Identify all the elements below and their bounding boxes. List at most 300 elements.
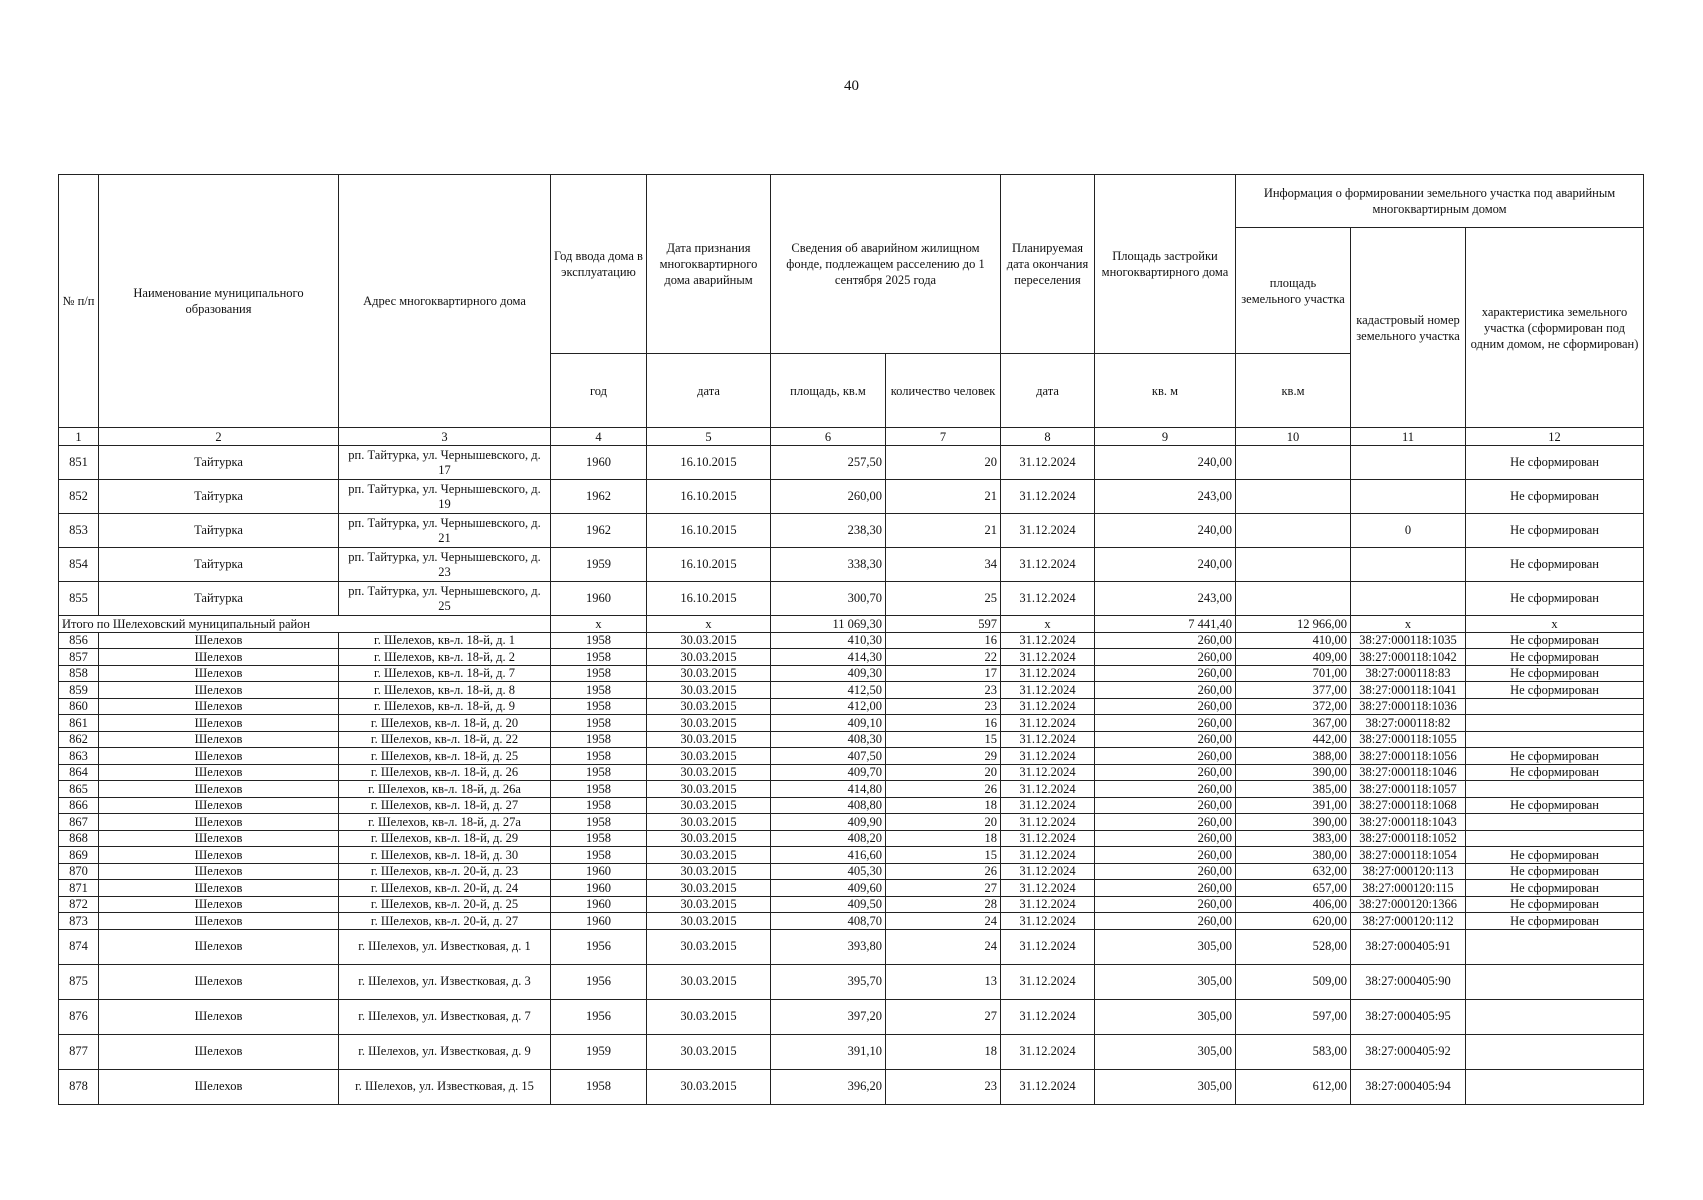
- land-area-cell: 372,00: [1236, 698, 1351, 715]
- people-cell: 23: [886, 682, 1001, 699]
- header-year-built: Год ввода дома в эксплуатацию: [551, 175, 647, 354]
- table-row: [59, 715, 1644, 732]
- built-area-cell: 260,00: [1095, 632, 1236, 649]
- land-char-cell: Не сформирован: [1466, 649, 1644, 666]
- planned-date-cell: 31.12.2024: [1001, 548, 1095, 582]
- built-area-cell: 243,00: [1095, 582, 1236, 616]
- planned-date-cell: 31.12.2024: [1001, 964, 1095, 999]
- built-area-cell: 260,00: [1095, 698, 1236, 715]
- cadastral-cell: 38:27:000120:1366: [1351, 896, 1466, 913]
- column-number: 12: [1466, 428, 1644, 446]
- address-cell: г. Шелехов, кв-л. 18-й, д. 29: [339, 830, 551, 847]
- built-area-cell: 260,00: [1095, 764, 1236, 781]
- cadastral-cell: 38:27:000118:82: [1351, 715, 1466, 732]
- column-numbers-row: [59, 428, 1644, 446]
- people-cell: 23: [886, 1069, 1001, 1104]
- area-cell: 409,30: [771, 665, 886, 682]
- date-cell: 30.03.2015: [647, 880, 771, 897]
- date-cell: 30.03.2015: [647, 797, 771, 814]
- row-number: 856: [59, 632, 99, 649]
- year-cell: 1959: [551, 548, 647, 582]
- people-cell: 16: [886, 632, 1001, 649]
- year-cell: 1956: [551, 964, 647, 999]
- land-char-cell: Не сформирован: [1466, 514, 1644, 548]
- address-cell: г. Шелехов, кв-л. 18-й, д. 26а: [339, 781, 551, 798]
- people-cell: 20: [886, 446, 1001, 480]
- area-cell: 408,70: [771, 913, 886, 930]
- land-char-cell: Не сформирован: [1466, 665, 1644, 682]
- date-cell: 30.03.2015: [647, 999, 771, 1034]
- row-number: 861: [59, 715, 99, 732]
- land-char-cell: Не сформирован: [1466, 847, 1644, 864]
- header-built-area: Площадь застройки многоквартирного дома: [1095, 175, 1236, 354]
- built-area-cell: 305,00: [1095, 999, 1236, 1034]
- land-char-cell: [1466, 830, 1644, 847]
- people-cell: 24: [886, 913, 1001, 930]
- municipality-cell: Шелехов: [99, 896, 339, 913]
- municipality-cell: Тайтурка: [99, 582, 339, 616]
- planned-date-cell: 31.12.2024: [1001, 847, 1095, 864]
- land-char-cell: Не сформирован: [1466, 682, 1644, 699]
- row-number: 870: [59, 863, 99, 880]
- row-number: 877: [59, 1034, 99, 1069]
- date-cell: 30.03.2015: [647, 665, 771, 682]
- column-number: 2: [99, 428, 339, 446]
- cadastral-cell: [1351, 582, 1466, 616]
- planned-date-cell: 31.12.2024: [1001, 649, 1095, 666]
- table-row: [59, 863, 1644, 880]
- column-number: 11: [1351, 428, 1466, 446]
- year-cell: 1958: [551, 698, 647, 715]
- column-number: 5: [647, 428, 771, 446]
- land-area-cell: 380,00: [1236, 847, 1351, 864]
- address-cell: рп. Тайтурка, ул. Чернышевского, д. 19: [339, 480, 551, 514]
- year-cell: 1962: [551, 480, 647, 514]
- people-cell: 24: [886, 929, 1001, 964]
- planned-date-cell: 31.12.2024: [1001, 698, 1095, 715]
- area-cell: 409,50: [771, 896, 886, 913]
- land-char-cell: Не сформирован: [1466, 764, 1644, 781]
- row-number: 859: [59, 682, 99, 699]
- address-cell: г. Шелехов, кв-л. 18-й, д. 27а: [339, 814, 551, 831]
- table-row: [59, 880, 1644, 897]
- cadastral-cell: 38:27:000118:1052: [1351, 830, 1466, 847]
- land-area-cell: 385,00: [1236, 781, 1351, 798]
- land-char-cell: Не сформирован: [1466, 582, 1644, 616]
- date-cell: 30.03.2015: [647, 929, 771, 964]
- municipality-cell: Тайтурка: [99, 446, 339, 480]
- table-row: [59, 797, 1644, 814]
- table-row: [59, 781, 1644, 798]
- planned-date-cell: 31.12.2024: [1001, 764, 1095, 781]
- date-cell: 30.03.2015: [647, 748, 771, 765]
- land-char-cell: [1466, 814, 1644, 831]
- date-cell: 16.10.2015: [647, 480, 771, 514]
- municipality-cell: Шелехов: [99, 964, 339, 999]
- planned-date-cell: 31.12.2024: [1001, 632, 1095, 649]
- year-cell: 1958: [551, 632, 647, 649]
- built-area-cell: 260,00: [1095, 863, 1236, 880]
- year-cell: 1958: [551, 665, 647, 682]
- land-area-cell: 410,00: [1236, 632, 1351, 649]
- municipality-cell: Шелехов: [99, 715, 339, 732]
- row-number: 852: [59, 480, 99, 514]
- date-cell: 16.10.2015: [647, 446, 771, 480]
- row-number: 875: [59, 964, 99, 999]
- built-area-cell: 305,00: [1095, 1069, 1236, 1104]
- year-cell: 1958: [551, 781, 647, 798]
- table-row: [59, 830, 1644, 847]
- planned-date-cell: 31.12.2024: [1001, 863, 1095, 880]
- area-cell: 414,30: [771, 649, 886, 666]
- column-number: 7: [886, 428, 1001, 446]
- address-cell: г. Шелехов, кв-л. 18-й, д. 25: [339, 748, 551, 765]
- year-cell: 1960: [551, 880, 647, 897]
- planned-date-cell: 31.12.2024: [1001, 715, 1095, 732]
- total-row: [59, 616, 1644, 633]
- people-cell: 21: [886, 514, 1001, 548]
- area-cell: 395,70: [771, 964, 886, 999]
- cadastral-cell: 38:27:000118:1056: [1351, 748, 1466, 765]
- area-cell: 409,10: [771, 715, 886, 732]
- land-area-cell: 390,00: [1236, 764, 1351, 781]
- header-unit-date: дата: [647, 354, 771, 428]
- planned-date-cell: 31.12.2024: [1001, 514, 1095, 548]
- municipality-cell: Шелехов: [99, 1034, 339, 1069]
- cadastral-cell: 38:27:000405:90: [1351, 964, 1466, 999]
- people-cell: 27: [886, 880, 1001, 897]
- address-cell: г. Шелехов, ул. Известковая, д. 3: [339, 964, 551, 999]
- planned-date-cell: 31.12.2024: [1001, 731, 1095, 748]
- row-number: 872: [59, 896, 99, 913]
- year-cell: 1960: [551, 582, 647, 616]
- built-area-cell: 243,00: [1095, 480, 1236, 514]
- row-number: 866: [59, 797, 99, 814]
- built-area-cell: 260,00: [1095, 797, 1236, 814]
- planned-date-cell: 31.12.2024: [1001, 929, 1095, 964]
- planned-date-cell: 31.12.2024: [1001, 446, 1095, 480]
- row-number: 854: [59, 548, 99, 582]
- land-area-cell: 583,00: [1236, 1034, 1351, 1069]
- land-area-cell: 657,00: [1236, 880, 1351, 897]
- row-number: 855: [59, 582, 99, 616]
- built-area-cell: 260,00: [1095, 731, 1236, 748]
- address-cell: г. Шелехов, ул. Известковая, д. 7: [339, 999, 551, 1034]
- address-cell: г. Шелехов, ул. Известковая, д. 1: [339, 929, 551, 964]
- area-cell: 396,20: [771, 1069, 886, 1104]
- area-cell: 397,20: [771, 999, 886, 1034]
- address-cell: г. Шелехов, кв-л. 18-й, д. 9: [339, 698, 551, 715]
- municipality-cell: Шелехов: [99, 748, 339, 765]
- cadastral-cell: 38:27:000118:1055: [1351, 731, 1466, 748]
- total-land-cell: 12 966,00: [1236, 616, 1351, 633]
- header-unit-sqm2: кв.м: [1236, 354, 1351, 428]
- header-num: № п/п: [59, 175, 99, 428]
- cadastral-cell: 38:27:000118:1035: [1351, 632, 1466, 649]
- date-cell: 30.03.2015: [647, 896, 771, 913]
- planned-date-cell: 31.12.2024: [1001, 814, 1095, 831]
- land-char-cell: [1466, 698, 1644, 715]
- built-area-cell: 305,00: [1095, 1034, 1236, 1069]
- date-cell: 16.10.2015: [647, 548, 771, 582]
- land-area-cell: 612,00: [1236, 1069, 1351, 1104]
- built-area-cell: 305,00: [1095, 964, 1236, 999]
- people-cell: 26: [886, 781, 1001, 798]
- total-label: Итого по Шелеховский муниципальный район: [59, 616, 551, 633]
- built-area-cell: 260,00: [1095, 682, 1236, 699]
- table-row: [59, 731, 1644, 748]
- people-cell: 18: [886, 830, 1001, 847]
- built-area-cell: 305,00: [1095, 929, 1236, 964]
- address-cell: г. Шелехов, кв-л. 18-й, д. 1: [339, 632, 551, 649]
- built-area-cell: 260,00: [1095, 649, 1236, 666]
- table-row: [59, 999, 1644, 1034]
- date-cell: 30.03.2015: [647, 649, 771, 666]
- date-cell: 30.03.2015: [647, 863, 771, 880]
- table-row: [59, 913, 1644, 930]
- land-char-cell: [1466, 999, 1644, 1034]
- area-cell: 260,00: [771, 480, 886, 514]
- planned-date-cell: 31.12.2024: [1001, 896, 1095, 913]
- address-cell: г. Шелехов, ул. Известковая, д. 15: [339, 1069, 551, 1104]
- built-area-cell: 240,00: [1095, 514, 1236, 548]
- address-cell: г. Шелехов, кв-л. 20-й, д. 23: [339, 863, 551, 880]
- land-area-cell: 377,00: [1236, 682, 1351, 699]
- row-number: 863: [59, 748, 99, 765]
- table-row: [59, 929, 1644, 964]
- people-cell: 18: [886, 797, 1001, 814]
- planned-date-cell: 31.12.2024: [1001, 999, 1095, 1034]
- municipality-cell: Тайтурка: [99, 480, 339, 514]
- area-cell: 257,50: [771, 446, 886, 480]
- cadastral-cell: 38:27:000118:1042: [1351, 649, 1466, 666]
- land-char-cell: Не сформирован: [1466, 797, 1644, 814]
- row-number: 878: [59, 1069, 99, 1104]
- land-area-cell: 391,00: [1236, 797, 1351, 814]
- address-cell: г. Шелехов, кв-л. 18-й, д. 22: [339, 731, 551, 748]
- municipality-cell: Шелехов: [99, 814, 339, 831]
- land-area-cell: 701,00: [1236, 665, 1351, 682]
- row-number: 862: [59, 731, 99, 748]
- planned-date-cell: 31.12.2024: [1001, 480, 1095, 514]
- land-char-cell: Не сформирован: [1466, 880, 1644, 897]
- municipality-cell: Шелехов: [99, 1069, 339, 1104]
- row-number: 874: [59, 929, 99, 964]
- land-char-cell: Не сформирован: [1466, 548, 1644, 582]
- total-year-cell: x: [551, 616, 647, 633]
- cadastral-cell: 38:27:000405:91: [1351, 929, 1466, 964]
- cadastral-cell: 38:27:000118:1057: [1351, 781, 1466, 798]
- municipality-cell: Шелехов: [99, 731, 339, 748]
- land-char-cell: [1466, 1034, 1644, 1069]
- built-area-cell: 260,00: [1095, 665, 1236, 682]
- year-cell: 1958: [551, 814, 647, 831]
- year-cell: 1960: [551, 896, 647, 913]
- people-cell: 17: [886, 665, 1001, 682]
- built-area-cell: 260,00: [1095, 913, 1236, 930]
- cadastral-cell: 38:27:000405:95: [1351, 999, 1466, 1034]
- address-cell: г. Шелехов, кв-л. 20-й, д. 27: [339, 913, 551, 930]
- area-cell: 408,80: [771, 797, 886, 814]
- year-cell: 1958: [551, 649, 647, 666]
- people-cell: 13: [886, 964, 1001, 999]
- cadastral-cell: 38:27:000118:1041: [1351, 682, 1466, 699]
- row-number: 876: [59, 999, 99, 1034]
- people-cell: 25: [886, 582, 1001, 616]
- land-area-cell: [1236, 446, 1351, 480]
- date-cell: 30.03.2015: [647, 682, 771, 699]
- land-area-cell: [1236, 514, 1351, 548]
- table-row: [59, 764, 1644, 781]
- land-area-cell: 620,00: [1236, 913, 1351, 930]
- planned-date-cell: 31.12.2024: [1001, 1034, 1095, 1069]
- year-cell: 1958: [551, 682, 647, 699]
- land-char-cell: Не сформирован: [1466, 632, 1644, 649]
- built-area-cell: 260,00: [1095, 880, 1236, 897]
- row-number: 857: [59, 649, 99, 666]
- header-planned-date: Планируемая дата окончания переселения: [1001, 175, 1095, 354]
- planned-date-cell: 31.12.2024: [1001, 913, 1095, 930]
- header-unit-date2: дата: [1001, 354, 1095, 428]
- date-cell: 16.10.2015: [647, 514, 771, 548]
- planned-date-cell: 31.12.2024: [1001, 830, 1095, 847]
- year-cell: 1958: [551, 731, 647, 748]
- built-area-cell: 260,00: [1095, 781, 1236, 798]
- land-char-cell: [1466, 715, 1644, 732]
- people-cell: 26: [886, 863, 1001, 880]
- header-unit-sqm: кв. м: [1095, 354, 1236, 428]
- area-cell: 414,80: [771, 781, 886, 798]
- municipality-cell: Шелехов: [99, 913, 339, 930]
- year-cell: 1960: [551, 446, 647, 480]
- municipality-cell: Шелехов: [99, 830, 339, 847]
- built-area-cell: 240,00: [1095, 446, 1236, 480]
- address-cell: г. Шелехов, кв-л. 18-й, д. 8: [339, 682, 551, 699]
- column-number: 1: [59, 428, 99, 446]
- column-number: 9: [1095, 428, 1236, 446]
- built-area-cell: 260,00: [1095, 896, 1236, 913]
- row-number: 873: [59, 913, 99, 930]
- row-number: 867: [59, 814, 99, 831]
- table-row: [59, 480, 1644, 514]
- people-cell: 22: [886, 649, 1001, 666]
- planned-date-cell: 31.12.2024: [1001, 781, 1095, 798]
- municipality-cell: Шелехов: [99, 632, 339, 649]
- year-cell: 1956: [551, 929, 647, 964]
- built-area-cell: 260,00: [1095, 830, 1236, 847]
- area-cell: 412,00: [771, 698, 886, 715]
- municipality-cell: Тайтурка: [99, 514, 339, 548]
- table-row: [59, 514, 1644, 548]
- land-char-cell: [1466, 781, 1644, 798]
- people-cell: 21: [886, 480, 1001, 514]
- area-cell: 238,30: [771, 514, 886, 548]
- year-cell: 1958: [551, 715, 647, 732]
- address-cell: г. Шелехов, кв-л. 18-й, д. 20: [339, 715, 551, 732]
- table-row: [59, 682, 1644, 699]
- land-area-cell: 367,00: [1236, 715, 1351, 732]
- land-area-cell: [1236, 548, 1351, 582]
- built-area-cell: 240,00: [1095, 548, 1236, 582]
- people-cell: 34: [886, 548, 1001, 582]
- row-number: 871: [59, 880, 99, 897]
- row-number: 868: [59, 830, 99, 847]
- cadastral-cell: [1351, 480, 1466, 514]
- year-cell: 1958: [551, 847, 647, 864]
- total-area-cell: 11 069,30: [771, 616, 886, 633]
- date-cell: 30.03.2015: [647, 781, 771, 798]
- municipality-cell: Шелехов: [99, 929, 339, 964]
- people-cell: 29: [886, 748, 1001, 765]
- municipality-cell: Шелехов: [99, 847, 339, 864]
- year-cell: 1960: [551, 863, 647, 880]
- row-number: 860: [59, 698, 99, 715]
- planned-date-cell: 31.12.2024: [1001, 797, 1095, 814]
- land-area-cell: 442,00: [1236, 731, 1351, 748]
- date-cell: 30.03.2015: [647, 632, 771, 649]
- row-number: 853: [59, 514, 99, 548]
- land-area-cell: [1236, 582, 1351, 616]
- area-cell: 409,70: [771, 764, 886, 781]
- total-built-cell: 7 441,40: [1095, 616, 1236, 633]
- cadastral-cell: 38:27:000120:115: [1351, 880, 1466, 897]
- planned-date-cell: 31.12.2024: [1001, 748, 1095, 765]
- cadastral-cell: 38:27:000118:1054: [1351, 847, 1466, 864]
- land-char-cell: [1466, 1069, 1644, 1104]
- municipality-cell: Шелехов: [99, 781, 339, 798]
- table-row: [59, 582, 1644, 616]
- land-area-cell: [1236, 480, 1351, 514]
- area-cell: 408,20: [771, 830, 886, 847]
- header-municipality: Наименование муниципального образования: [99, 175, 339, 428]
- row-number: 858: [59, 665, 99, 682]
- date-cell: 30.03.2015: [647, 698, 771, 715]
- built-area-cell: 260,00: [1095, 748, 1236, 765]
- municipality-cell: Шелехов: [99, 649, 339, 666]
- people-cell: 15: [886, 847, 1001, 864]
- cadastral-cell: 38:27:000118:1043: [1351, 814, 1466, 831]
- table-row: [59, 665, 1644, 682]
- table-row: [59, 698, 1644, 715]
- table-row: [59, 964, 1644, 999]
- area-cell: 409,90: [771, 814, 886, 831]
- year-cell: 1956: [551, 999, 647, 1034]
- cadastral-cell: 38:27:000405:92: [1351, 1034, 1466, 1069]
- table-row: [59, 548, 1644, 582]
- year-cell: 1958: [551, 764, 647, 781]
- people-cell: 20: [886, 814, 1001, 831]
- area-cell: 410,30: [771, 632, 886, 649]
- date-cell: 30.03.2015: [647, 764, 771, 781]
- people-cell: 27: [886, 999, 1001, 1034]
- people-cell: 15: [886, 731, 1001, 748]
- column-number: 8: [1001, 428, 1095, 446]
- address-cell: г. Шелехов, кв-л. 20-й, д. 25: [339, 896, 551, 913]
- people-cell: 18: [886, 1034, 1001, 1069]
- header-land-info: Информация о формировании земельного участка под аварийным многоквартирным домом: [1236, 175, 1644, 228]
- column-number: 3: [339, 428, 551, 446]
- area-cell: 416,60: [771, 847, 886, 864]
- row-number: 864: [59, 764, 99, 781]
- total-char-cell: x: [1466, 616, 1644, 633]
- cadastral-cell: 38:27:000120:113: [1351, 863, 1466, 880]
- land-char-cell: Не сформирован: [1466, 913, 1644, 930]
- cadastral-cell: 38:27:000118:1036: [1351, 698, 1466, 715]
- header-unit-people: количество человек: [886, 354, 1001, 428]
- address-cell: г. Шелехов, кв-л. 18-й, д. 2: [339, 649, 551, 666]
- header-land-area: площадь земельного участка: [1236, 228, 1351, 354]
- column-number: 4: [551, 428, 647, 446]
